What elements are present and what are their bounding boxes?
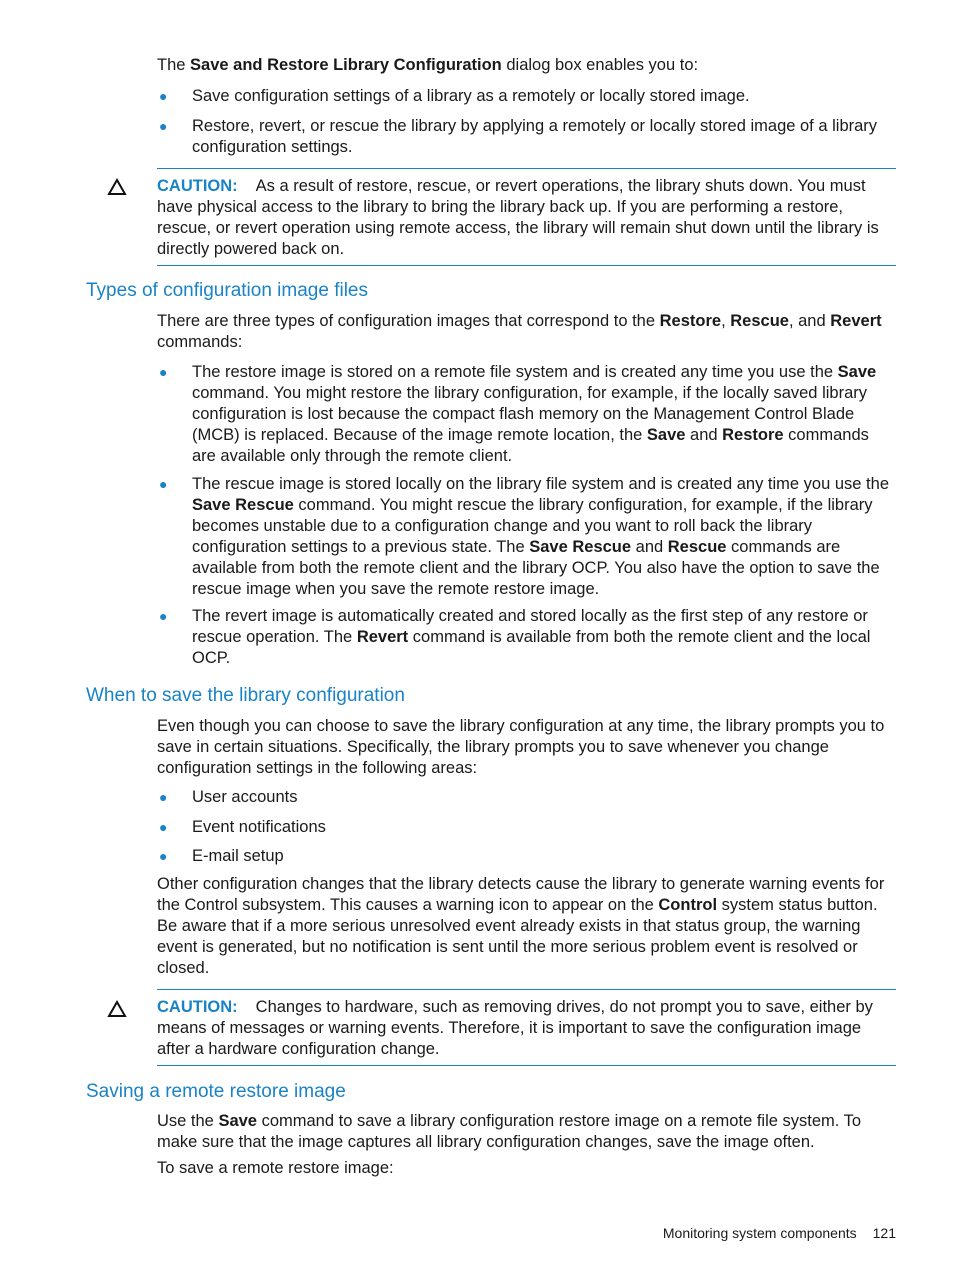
text-run: , and [788, 312, 831, 330]
bullet-icon: ● [159, 118, 168, 134]
text-run: command is available from both the remote client and the local OCP. [192, 628, 871, 667]
list-item [157, 116, 897, 158]
text-run: Other configuration changes that the library detects cause the library to generate warning events for the Control subsystem. This causes a warning icon to appear on the [157, 875, 885, 914]
text-run: There are three types of configuration images that correspond to the [157, 312, 660, 330]
when-paragraph [157, 874, 897, 979]
command-name: Rescue [730, 312, 789, 330]
list-item-text: E-mail setup [192, 847, 284, 865]
command-name: Restore [722, 426, 784, 444]
section-heading: When to save the library configuration [86, 685, 405, 706]
bullet-icon: ● [159, 608, 168, 624]
intro-paragraph [157, 55, 897, 76]
list-item [157, 362, 897, 467]
list-item [157, 86, 897, 107]
list-item-text: Restore, revert, or rescue the library by applying a remotely or locally stored image of a library configuration settings. [192, 117, 878, 156]
command-name: Rescue [667, 538, 727, 556]
list-item-text: Event notifications [192, 818, 326, 836]
text-run: system status button. Be aware that if a more serious unresolved event already exists in that status group, the warning event is generated, but no notification is sent until the more serious problem event is resolved or closed. [157, 896, 878, 977]
intro-dialog-name: Save and Restore Library Configuration [190, 56, 502, 74]
text-run: The restore image is stored on a remote file system and is created any time you use the [192, 363, 838, 381]
text-run: , [721, 312, 731, 330]
caution-triangle-icon [107, 178, 127, 196]
caution-box [157, 989, 896, 1066]
list-item [157, 606, 897, 669]
text-run: commands are available from both the remote client and the library OCP. You also have the option to save the rescue image when you save the remote restore image. [192, 538, 880, 598]
text-run: The rescue image is stored locally on the library file system and is created any time you use the [192, 475, 889, 493]
saving-lead: To save a remote restore image: [157, 1159, 394, 1177]
caution-text: As a result of restore, rescue, or revert operations, the library shuts down. You must have physical access to the library to bring the library back up. If you are performing a restore, rescue, or revert operation using remote access, the library will remain shut down until the library is directly powered back on. [157, 177, 879, 258]
caution-triangle-icon [107, 1000, 127, 1018]
text-run: command to save a library configuration restore image on a remote file system. To make sure that the image captures all library configuration changes, save the image often. [157, 1112, 862, 1151]
list-item-text: User accounts [192, 788, 298, 806]
command-name: Restore [659, 312, 722, 330]
command-name: Revert [356, 628, 409, 646]
text-run: The revert image is automatically created and stored locally as the first step of any restore or rescue operation. The [192, 607, 868, 646]
bullet-icon: ● [159, 476, 168, 492]
bullet-icon: ● [159, 819, 168, 835]
text-run: command. You might restore the library configuration, for example, if the locally saved library configuration is lost because the compact flash memory on the Management Control Blade (MCB) is replaced. Because of the image remote location, the [192, 384, 867, 444]
list-item [157, 846, 897, 867]
saving-paragraph [157, 1111, 897, 1153]
when-intro: Even though you can choose to save the library configuration at any time, the library prompts you to save in certain situations. Specifically, the library prompts you to save whenever you change configuration settings in the following areas: [157, 717, 885, 777]
footer-section-title: Monitoring system components [662, 1225, 857, 1241]
bullet-icon: ● [159, 364, 168, 380]
bullet-icon: ● [159, 848, 168, 864]
list-item-text: Save configuration settings of a library as a remotely or locally stored image. [192, 87, 750, 105]
command-name: Revert [830, 312, 882, 330]
text-run: commands: [157, 333, 243, 351]
text-run: and [631, 538, 668, 556]
text-run: command. You might rescue the library configuration, for example, if the library becomes unstable due to a configuration change and you want to roll back the library configuration settings to a previous state. The [192, 496, 873, 556]
list-item [157, 474, 897, 600]
text-run: and [685, 426, 723, 444]
section-heading: Types of configuration image files [86, 280, 368, 301]
intro-text-post: dialog box enables you to: [501, 56, 699, 74]
page-footer [663, 1223, 896, 1244]
caution-text: Changes to hardware, such as removing drives, do not prompt you to save, either by means of messages or warning events. Therefore, it is important to save the configuration image after a hardware configuration change. [157, 998, 873, 1058]
caution-box [157, 168, 896, 266]
caution-label: CAUTION: [157, 998, 238, 1016]
command-name: Save [837, 363, 877, 381]
command-name: Save [646, 426, 686, 444]
command-name: Save Rescue [192, 496, 294, 514]
types-intro [157, 311, 897, 353]
caution-label: CAUTION: [157, 177, 238, 195]
command-name: Save Rescue [529, 538, 632, 556]
control-button-name: Control [658, 896, 718, 914]
page-number: 121 [872, 1225, 896, 1241]
command-name: Save [218, 1112, 257, 1130]
list-item [157, 787, 897, 808]
bullet-icon: ● [159, 789, 168, 805]
text-run: Use the [157, 1112, 219, 1130]
text-run: commands are available only through the remote client. [192, 426, 869, 465]
list-item [157, 817, 897, 838]
bullet-icon: ● [159, 88, 168, 104]
intro-text-pre: The [157, 56, 191, 74]
section-heading: Saving a remote restore image [86, 1081, 346, 1102]
